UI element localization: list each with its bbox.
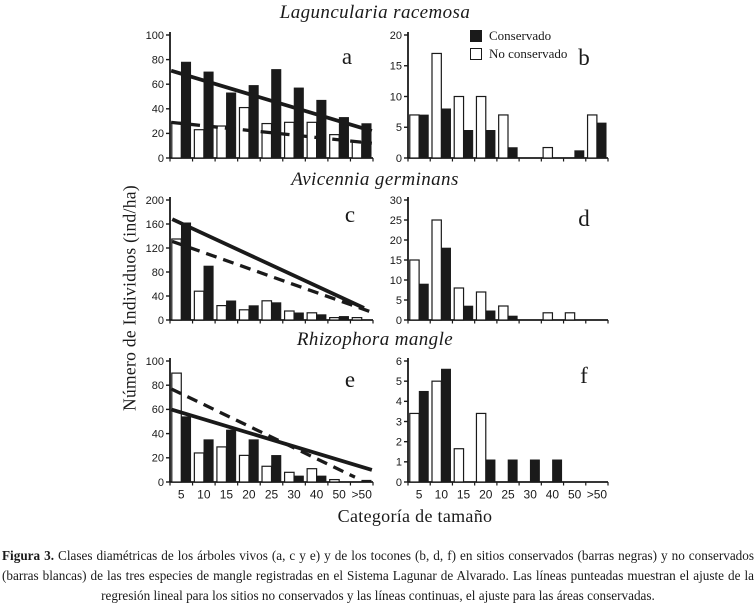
figure-caption (2, 546, 754, 604)
bar (464, 130, 473, 158)
y-tick-label: 5 (395, 122, 402, 135)
bar (262, 301, 271, 320)
bar (419, 115, 428, 158)
panel-letter: d (578, 206, 590, 231)
bar (352, 318, 361, 320)
no-conservado-swatch-icon (470, 48, 482, 60)
y-tick-label: 3 (395, 416, 402, 429)
bar (543, 148, 552, 158)
species-title-laguncularia: Laguncularia racemosa (279, 2, 471, 23)
y-tick-label: 1 (395, 456, 402, 469)
bar (317, 100, 326, 158)
species-title-avicennia: Avicennia germinans (291, 169, 459, 190)
bar (204, 266, 213, 320)
bar (294, 313, 303, 320)
legend-item-no-conservado (470, 45, 567, 62)
bar (317, 476, 326, 482)
bar (508, 316, 517, 320)
bar (294, 88, 303, 158)
bar (543, 313, 552, 320)
y-tick-label: 30 (389, 194, 402, 207)
x-tick-label: 50 (332, 487, 346, 502)
bar (575, 151, 584, 158)
panel-a-chart (136, 24, 381, 168)
caption-number: Figura 3. (2, 548, 55, 563)
bar (307, 313, 316, 320)
species-title-rhizophora: Rhizophora mangle (296, 329, 454, 350)
x-tick-label: >50 (586, 487, 608, 502)
bar (285, 311, 294, 320)
y-tick-label: 40 (151, 428, 164, 441)
x-tick-label: 5 (177, 487, 185, 502)
bar (486, 130, 495, 158)
y-tick-label: 20 (389, 29, 402, 42)
x-tick-label: 25 (501, 487, 515, 502)
caption-text: Clases diamétricas de los árboles vivos (a, c y e) y de los tocones (b, d, f) en sitios conservados (barras negras) y no conservados (barras blancas) de las tres especies de mangle registradas en el Sistema Lagunar de Alvarado. Las líneas punteadas muestran el ajuste de la regresión lineal para los sitios no conservados y las líneas continuas, el ajuste para las áreas conservadas. (2, 548, 754, 603)
bar (194, 453, 203, 482)
y-tick-label: 0 (157, 476, 164, 489)
bar (454, 288, 463, 320)
bar (226, 430, 235, 482)
bar (499, 115, 508, 158)
x-tick-label: 40 (545, 487, 560, 502)
panel-d-chart (378, 192, 618, 328)
bar (272, 69, 281, 158)
bar (226, 301, 235, 320)
bar (249, 440, 258, 482)
bar (239, 455, 248, 482)
bar (476, 292, 485, 320)
bar (285, 472, 294, 482)
bar (307, 469, 316, 482)
y-tick-label: 15 (389, 254, 402, 267)
bar (172, 122, 181, 158)
bar (486, 311, 495, 320)
y-tick-label: 120 (145, 242, 164, 255)
panel-letter: b (578, 45, 590, 70)
bar (272, 303, 281, 320)
bar (239, 108, 248, 158)
bar (441, 109, 450, 158)
y-tick-label: 0 (157, 314, 164, 327)
bar (330, 480, 339, 482)
legend-label-conservado: Conservado (489, 28, 552, 43)
bar (239, 310, 248, 320)
x-tick-label: 20 (242, 487, 256, 502)
bar (317, 315, 326, 320)
y-tick-label: 40 (151, 290, 164, 303)
y-tick-label: 10 (389, 274, 402, 287)
bar (552, 460, 561, 482)
bar (262, 124, 271, 158)
x-tick-label: 15 (456, 487, 471, 502)
x-tick-label: 30 (523, 487, 537, 502)
y-tick-label: 80 (151, 54, 164, 67)
panel-e-chart (136, 349, 381, 509)
bar (294, 476, 303, 482)
bar (432, 220, 441, 320)
y-tick-label: 40 (151, 103, 164, 116)
bar (330, 318, 339, 320)
bar (262, 466, 271, 482)
y-tick-label: 10 (389, 91, 402, 104)
bar (432, 381, 441, 482)
y-tick-label: 100 (145, 29, 164, 42)
bar (272, 455, 281, 482)
bar (476, 97, 485, 159)
bar (362, 480, 371, 482)
y-tick-label: 20 (151, 452, 164, 465)
x-axis-label: Categoría de tamaño (337, 506, 493, 526)
bar (410, 413, 419, 482)
bar (530, 460, 539, 482)
x-tick-label: >50 (351, 487, 372, 502)
panel-letter: a (341, 44, 353, 69)
y-tick-label: 160 (145, 218, 164, 231)
y-tick-label: 60 (151, 404, 164, 417)
bar (217, 126, 226, 158)
bar (226, 93, 235, 158)
bar (508, 460, 517, 482)
x-tick-label: 10 (197, 487, 211, 502)
y-tick-label: 2 (395, 436, 402, 449)
y-tick-label: 0 (395, 314, 402, 327)
bar (441, 369, 450, 482)
bar (181, 223, 190, 320)
y-tick-label: 0 (395, 476, 402, 489)
bar (486, 460, 495, 482)
x-tick-label: 5 (415, 487, 423, 502)
y-axis-label: Número de Individuos (ind/ha) (119, 185, 140, 411)
legend (470, 27, 567, 63)
bar (432, 53, 441, 158)
bar (307, 122, 316, 158)
bar (410, 115, 419, 158)
y-tick-label: 0 (395, 152, 402, 165)
bar (194, 291, 203, 320)
bar (181, 417, 190, 482)
x-tick-label: 40 (309, 487, 324, 502)
y-tick-label: 6 (395, 355, 402, 368)
panel-letter: e (344, 367, 356, 392)
bar (352, 142, 361, 158)
bar (597, 123, 606, 158)
x-tick-label: 30 (287, 487, 301, 502)
x-tick-label: 50 (567, 487, 582, 502)
bar (499, 306, 508, 320)
panel-letter: c (344, 202, 356, 227)
y-tick-label: 20 (389, 234, 402, 247)
x-tick-label: 10 (434, 487, 449, 502)
bar (217, 306, 226, 320)
y-tick-label: 5 (395, 375, 402, 388)
panel-f-chart (378, 349, 618, 509)
y-tick-label: 25 (389, 214, 402, 227)
bar (285, 122, 294, 158)
bar (217, 447, 226, 482)
y-tick-label: 200 (145, 194, 164, 207)
panel-c-chart (136, 192, 381, 328)
y-tick-label: 80 (151, 380, 164, 392)
legend-label-no-conservado: No conservado (489, 46, 568, 61)
bar (410, 260, 419, 320)
bar (194, 130, 203, 158)
x-tick-label: 20 (479, 487, 493, 502)
y-tick-label: 5 (395, 294, 402, 307)
y-tick-label: 60 (151, 79, 164, 91)
bar (464, 306, 473, 320)
y-tick-label: 20 (151, 128, 164, 141)
y-tick-label: 0 (157, 152, 164, 165)
panel-letter: f (580, 363, 588, 388)
bar (565, 313, 574, 320)
bar (454, 97, 463, 159)
conservado-swatch-icon (470, 30, 482, 42)
bar (339, 316, 348, 320)
bar (204, 440, 213, 482)
bar (419, 284, 428, 320)
bar (419, 391, 428, 482)
bar (476, 413, 485, 482)
y-tick-label: 15 (389, 60, 402, 73)
y-tick-label: 80 (151, 266, 164, 279)
bar (588, 115, 597, 158)
x-tick-label: 15 (219, 487, 234, 502)
bar (249, 306, 258, 320)
bar (454, 449, 463, 482)
legend-item-conservado (470, 27, 567, 44)
bar (172, 239, 181, 320)
bar (508, 148, 517, 158)
y-tick-label: 100 (145, 355, 164, 368)
x-tick-label: 25 (264, 487, 279, 502)
bar (441, 248, 450, 320)
y-tick-label: 4 (395, 396, 402, 409)
